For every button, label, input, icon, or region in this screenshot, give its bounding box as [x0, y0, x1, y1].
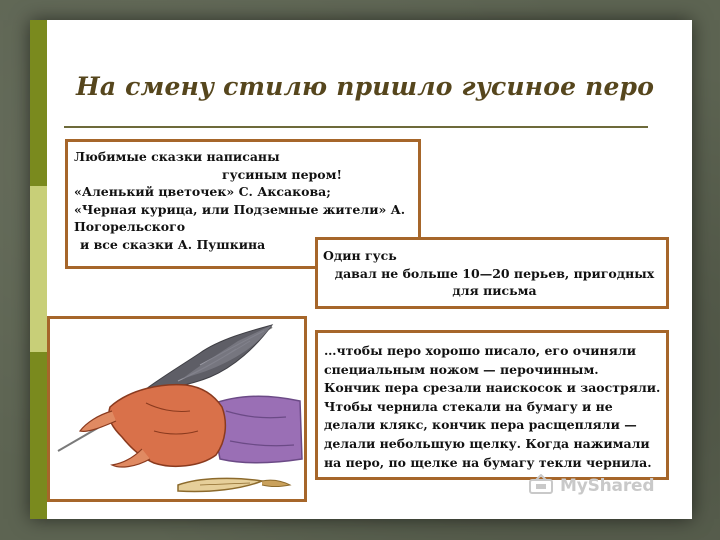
sharpen-line: Чтобы чернила стекали на бумагу и не: [324, 398, 613, 414]
sharpen-line: на перо, по щелке на бумагу текли чернила.: [324, 454, 652, 470]
slide-title: На смену стилю пришло гусиное перо: [76, 72, 655, 101]
myshared-watermark: MyShared: [560, 476, 655, 496]
accent-bar-top: [30, 20, 47, 186]
title-underline: [64, 126, 648, 128]
sharpen-line: Кончик пера срезали наискосок и заостряли.: [324, 380, 661, 396]
tales-line-5: Погорельского: [74, 219, 186, 234]
myshared-logo-icon: [528, 474, 554, 496]
goose-line-2: давал не больше 10—20 перьев, пригодных: [334, 265, 655, 281]
tales-line-4: «Черная курица, или Подземные жители» А.: [74, 201, 406, 217]
goose-line-3: для письма: [452, 283, 537, 298]
goose-textbox: [315, 237, 669, 309]
tales-line-6: и все сказки А. Пушкина: [80, 236, 266, 252]
quill-hand-illustration: [50, 319, 304, 499]
slide: [30, 20, 692, 519]
sharpen-textbox: [315, 330, 669, 480]
sharpen-line: …чтобы перо хорошо писало, его очиняли: [324, 343, 636, 358]
accent-bar-bottom: [30, 352, 47, 519]
tales-line-2: гусиным пером!: [222, 166, 342, 182]
illustration-frame: [47, 316, 307, 502]
tales-line-1: Любимые сказки написаны: [74, 149, 280, 164]
sharpen-line: делали небольшую щелку. Когда нажимали: [324, 435, 650, 451]
accent-bar-middle: [30, 186, 47, 352]
sharpen-line: делали клякс, кончик пера расщепляли —: [324, 417, 637, 433]
hand-icon: [80, 385, 302, 467]
tales-line-3: «Аленький цветочек» С. Аксакова;: [74, 184, 331, 199]
goose-line-1: Один гусь: [323, 248, 397, 263]
nib-icon: [178, 478, 290, 491]
sharpen-line: специальным ножом — перочинным.: [324, 361, 599, 377]
